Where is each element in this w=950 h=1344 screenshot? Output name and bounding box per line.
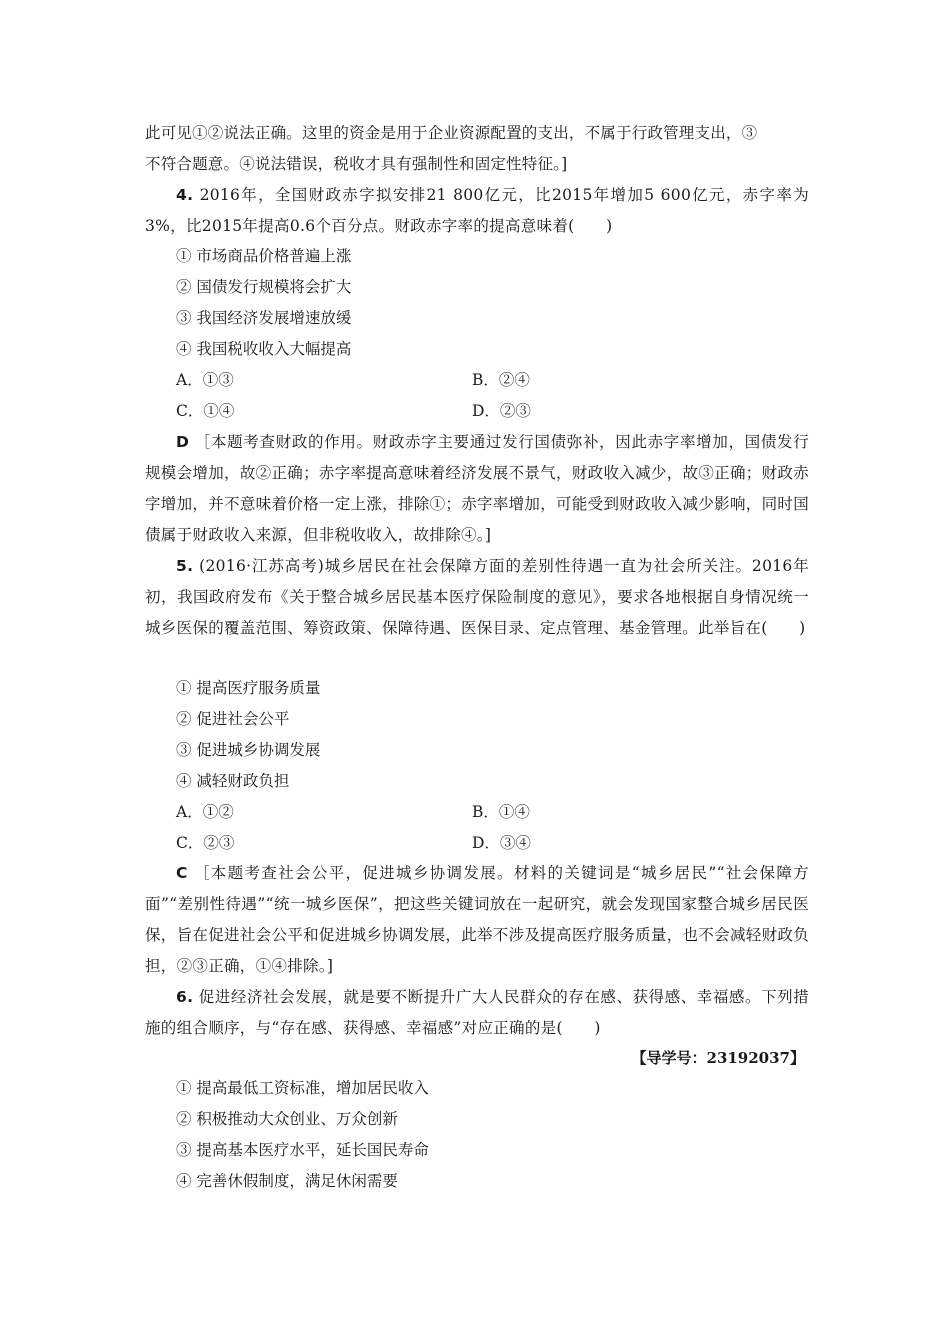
q4-stem-text: 2016年，全国财政赤字拟安排21 800亿元，比2015年增加5 600亿元，赤字率为3%，比2015年提高0.6个百分点。财政赤字率的提高意味着( ): [145, 186, 810, 235]
guide-number: 【导学号：23192037】: [631, 1049, 805, 1067]
q5-choice-d: D．③④: [472, 834, 531, 852]
q4-number: 4.: [176, 186, 194, 204]
q5-choice-c: C．②③: [176, 834, 235, 852]
q5-item-4: ④ 减轻财政负担: [176, 772, 290, 790]
q5-choice-b: B．①④: [472, 803, 530, 821]
q5-answer: C: [176, 864, 188, 882]
q5-item-3: ③ 促进城乡协调发展: [176, 741, 321, 759]
q5-explanation-text: ［本题考查社会公平，促进城乡协调发展。材料的关键词是“城乡居民”“社会保障方面”“差别性待遇”“统一城乡医保”，把这些关键词放在一起研究，就会发现国家整合城乡居民医保，旨在促进社会公平和促进城乡协调发展，此举不涉及提高医疗服务质量，也不会减轻财政负担，②③正确，①④排除。]: [145, 864, 809, 975]
q6-item-1: ① 提高最低工资标准，增加居民收入: [176, 1079, 429, 1097]
q4-item-1: ① 市场商品价格普遍上涨: [176, 247, 352, 265]
q5-number: 5.: [176, 557, 194, 575]
q5-item-2: ② 促进社会公平: [176, 710, 290, 728]
q4-stem: [145, 180, 809, 242]
q4-answer: D: [176, 433, 190, 451]
q4-item-2: ② 国债发行规模将会扩大: [176, 278, 352, 296]
q6-item-3: ③ 提高基本医疗水平，延长国民寿命: [176, 1141, 429, 1159]
q4-item-3: ③ 我国经济发展增速放缓: [176, 309, 352, 327]
q6-stem: [145, 982, 809, 1044]
intro-line-1: 此可见①②说法正确。这里的资金是用于企业资源配置的支出，不属于行政管理支出，③: [145, 124, 758, 142]
q6-stem-text: 促进经济社会发展，就是要不断提升广大人民群众的存在感、获得感、幸福感。下列措施的组合顺序，与“存在感、获得感、幸福感”对应正确的是( ): [145, 988, 809, 1037]
q4-choice-a: A．①③: [176, 371, 234, 389]
intro-line-2: 不符合题意。④说法错误，税收才具有强制性和固定性特征。]: [145, 155, 568, 173]
q5-stem: [145, 551, 809, 644]
q5-explanation: [145, 858, 809, 982]
q5-item-1: ① 提高医疗服务质量: [176, 679, 321, 697]
q6-number: 6.: [176, 988, 194, 1006]
q4-explanation-text: ［本题考查财政的作用。财政赤字主要通过发行国债弥补，因此赤字率增加，国债发行规模会增加，故②正确；赤字率提高意味着经济发展不景气，财政收入减少，故③正确；财政赤字增加，并不意味着价格一定上涨，排除①；赤字率增加，可能受到财政收入减少影响，同时国债属于财政收入来源，但非税收收入，故排除④。]: [145, 433, 809, 544]
q4-choice-c: C．①④: [176, 402, 235, 420]
q4-choice-d: D．②③: [472, 402, 531, 420]
q6-item-2: ② 积极推动大众创业、万众创新: [176, 1110, 398, 1128]
q4-item-4: ④ 我国税收收入大幅提高: [176, 340, 352, 358]
q4-choice-b: B．②④: [472, 371, 530, 389]
q6-item-4: ④ 完善休假制度，满足休闲需要: [176, 1172, 398, 1190]
q5-choice-a: A．①②: [176, 803, 234, 821]
q4-explanation: [145, 427, 809, 551]
q5-stem-text: (2016·江苏高考)城乡居民在社会保障方面的差别性待遇一直为社会所关注。2016年初，我国政府发布《关于整合城乡居民基本医疗保险制度的意见》，要求各地根据自身情况统一城乡医保的覆盖范围、筹资政策、保障待遇、医保目录、定点管理、基金管理。此举旨在( ): [145, 557, 809, 637]
